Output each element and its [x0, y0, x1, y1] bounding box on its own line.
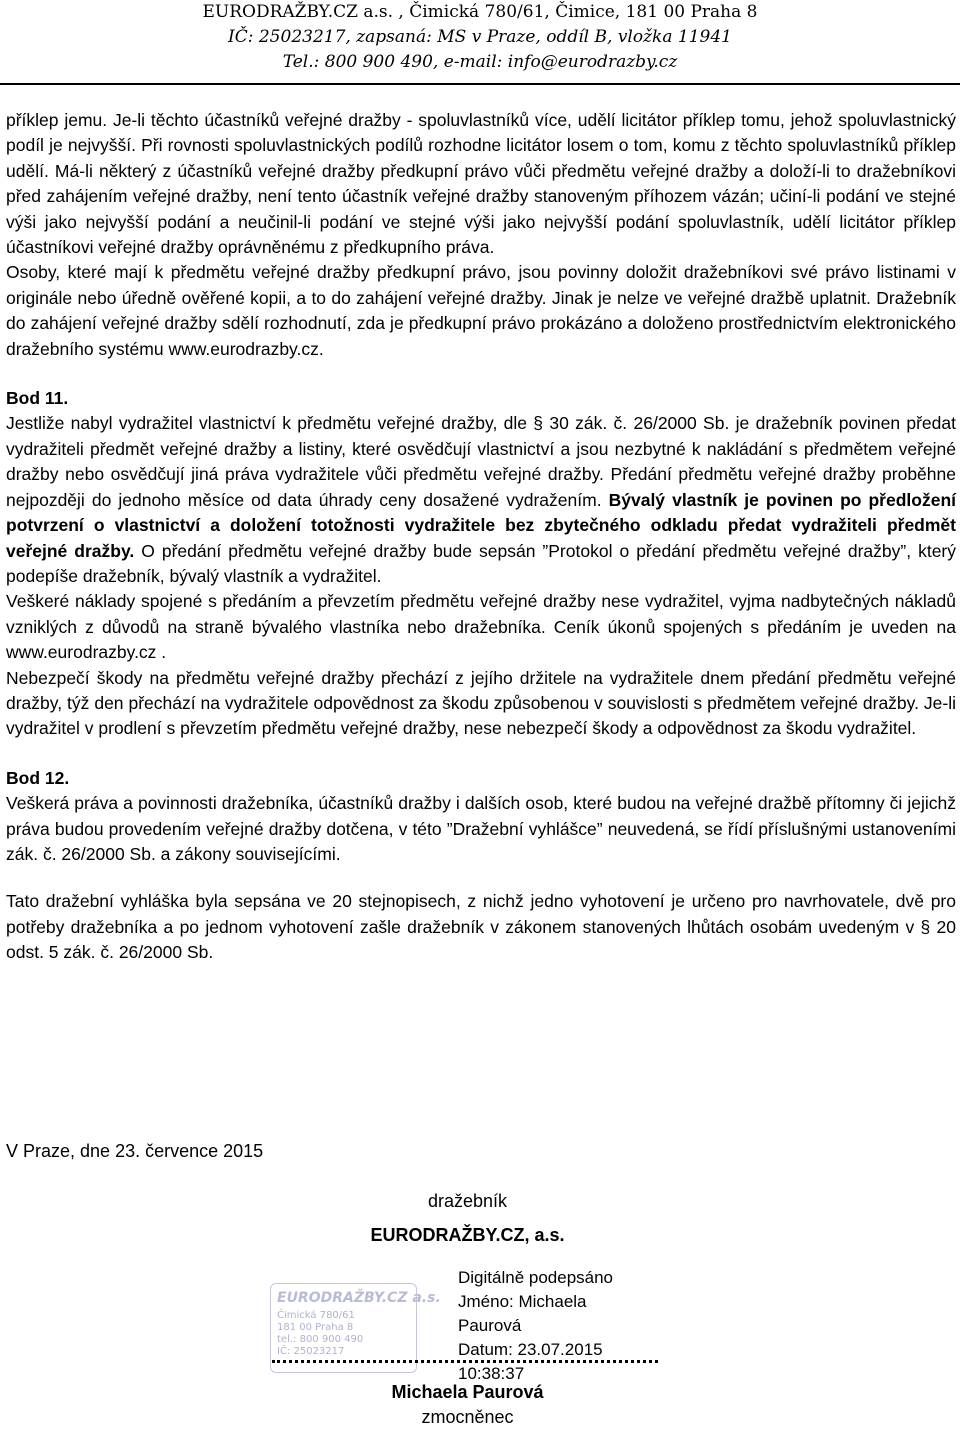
- letterhead-divider: [0, 83, 960, 85]
- paragraph-handover-bold: Bývalý vlastník je povinen po předložení potvrzení o vlastnictví a doložení totožnosti vydražitele bez zbytečného odkladu předat vydražiteli předmět veřejné dražby.: [6, 489, 956, 561]
- signature-company: EURODRAŽBY.CZ, a.s.: [370, 1225, 565, 1245]
- signature-role: dražebník: [427, 1191, 508, 1211]
- digital-signature-line: Jméno: Michaela: [458, 1292, 587, 1311]
- digital-signature-line: Datum: 23.07.2015: [458, 1340, 603, 1359]
- paragraph-copies: Tato dražební vyhláška byla sepsána ve 20 stejnopisech, z nichž jedno vyhotovení je určeno pro navrhovatele, dvě pro potřeby dražebníka a po jednom vyhotovení zašle dražebník v zákonem stanovených lhůtách osobám uvedeným v § 20 odst. 5 zák. č. 26/2000 Sb.: [6, 891, 956, 963]
- document-body: [6, 108, 956, 966]
- stamp-line: IČ: 25023217: [277, 1346, 345, 1357]
- signature-dotted-line: [272, 1360, 658, 1363]
- signatory-name: Michaela Paurová: [391, 1382, 544, 1402]
- letterhead-company-address: EURODRAŽBY.CZ a.s. , Čimická 780/61, Čimice, 181 00 Praha 8: [202, 2, 758, 22]
- stamp-line: tel.: 800 900 490: [277, 1334, 364, 1345]
- paragraph-pre-emption: příklep jemu. Je-li těchto účastníků veřejné dražby - spoluvlastníků více, udělí licitátor příklep tomu, jehož spoluvlastnický podíl je nejvyšší. Při rovnosti spoluvlastnických podílů rozhodne licitátor losem o tom, komu z těchto spoluvlastníků příklep udělí. Má-li některý z účastníků veřejné dražby předkupní právo vůči předmětu veřejné dražby a doloží-li to dražebníkovi před zahájením veřejné dražby, není tento účastník veřejné dražby stanoveným příhozem vázán; učiní-li podání ve stejné výši jako nejvyšší podání a neučinil-li podání ve stejné výši jako nejvyšší podání spoluvlastník, udělí licitátor příklep účastníkovi veřejné dražby oprávněnému z předkupního práva.: [6, 110, 956, 258]
- paragraph-costs: Veškeré náklady spojené s předáním a převzetím předmětu veřejné dražby nese vydražitel, vyjma nadbytečných nákladů vzniklých z důvodů na straně bývalého vlastníka nebo dražebníka. Ceník úkonů spojených s předáním je uveden na www.eurodrazby.cz .: [6, 591, 956, 663]
- document-date: V Praze, dne 23. července 2015: [6, 1141, 264, 1161]
- paragraph-handover-protocol: O předání předmětu veřejné dražby bude sepsán ”Protokol o předání předmětu veřejné dražby”, který podepíše dražebník, bývalý vlastník a vydražitel.: [6, 540, 956, 586]
- paragraph-pre-emption-proof: Osoby, které mají k předmětu veřejné dražby předkupní právo, jsou povinny doložit dražebníkovi své právo listinami v originále nebo úředně ověřené kopii, a to do zahájení veřejné dražby. Jinak je nelze ve veřejné dražbě uplatnit. Dražebník do zahájení veřejné dražby sdělí rozhodnutí, zda je předkupní právo prokázáno a doloženo prostřednictvím elektronického dražebního systému www.eurodrazby.cz.: [6, 262, 956, 359]
- paragraph-handover: [6, 411, 956, 589]
- paragraph-rights: Veškerá práva a povinnosti dražebníka, účastníků dražby i dalších osob, které budou na veřejné dražbě přítomny či jejichž práva budou provedením veřejné dražby dotčena, v této ”Dražební vyhlášce” neuvedená, se řídí příslušnými ustanoveními zák. č. 26/2000 Sb. a zákony souvisejícími.: [6, 793, 956, 864]
- stamp-brand: EURODRAŽBY.CZ a.s.: [277, 1290, 441, 1306]
- stamp-line: Čimická 780/61: [277, 1310, 355, 1321]
- paragraph-handover-text: Jestliže nabyl vydražitel vlastnictví k předmětu veřejné dražby, dle § 30 zák. č. 26/2000 Sb. je dražebník povinen předat vydražiteli předmět veřejné dražby a listiny, které osvědčují vlastnictví a jsou nezbytné k nakládání s předmětem veřejné dražby nebo osvědčují jiná práva vydražitele vůči předmětu veřejné dražby. Předání předmětu veřejné dražby proběhne nejpozději do jednoho měsíce od data úhrady ceny dosažené vydražením.: [6, 413, 956, 510]
- stamp-line: 181 00 Praha 8: [277, 1322, 354, 1333]
- letterhead-registration: IČ: 25023217, zapsaná: MS v Praze, oddíl B, vložka 11941: [228, 27, 732, 47]
- section-heading-bod-11: Bod 11.: [6, 388, 69, 409]
- letterhead: [0, 0, 960, 83]
- letterhead-contact: Tel.: 800 900 490, e-mail: info@eurodrazby.cz: [282, 52, 678, 72]
- digital-signature-block: [458, 1266, 658, 1386]
- digital-signature-line: Paurová: [458, 1316, 522, 1335]
- section-heading-bod-12: Bod 12.: [6, 767, 70, 788]
- digital-signature-line: 10:38:37: [458, 1364, 525, 1383]
- signatory-title: zmocněnec: [421, 1407, 514, 1427]
- paragraph-risk: Nebezpečí škody na předmětu veřejné dražby přechází z jejího držitele na vydražitele dnem předání předmětu veřejné dražby, týž den přechází na vydražitele odpovědnost za škodu způsobenou v souvislosti s předmětem veřejné dražby. Je-li vydražitel v prodlení s převzetím předmětu veřejné dražby, nese nebezpečí škody a odpovědnost za škodu vydražitel.: [6, 667, 956, 739]
- digital-signature-line: Digitálně podepsáno: [458, 1268, 614, 1287]
